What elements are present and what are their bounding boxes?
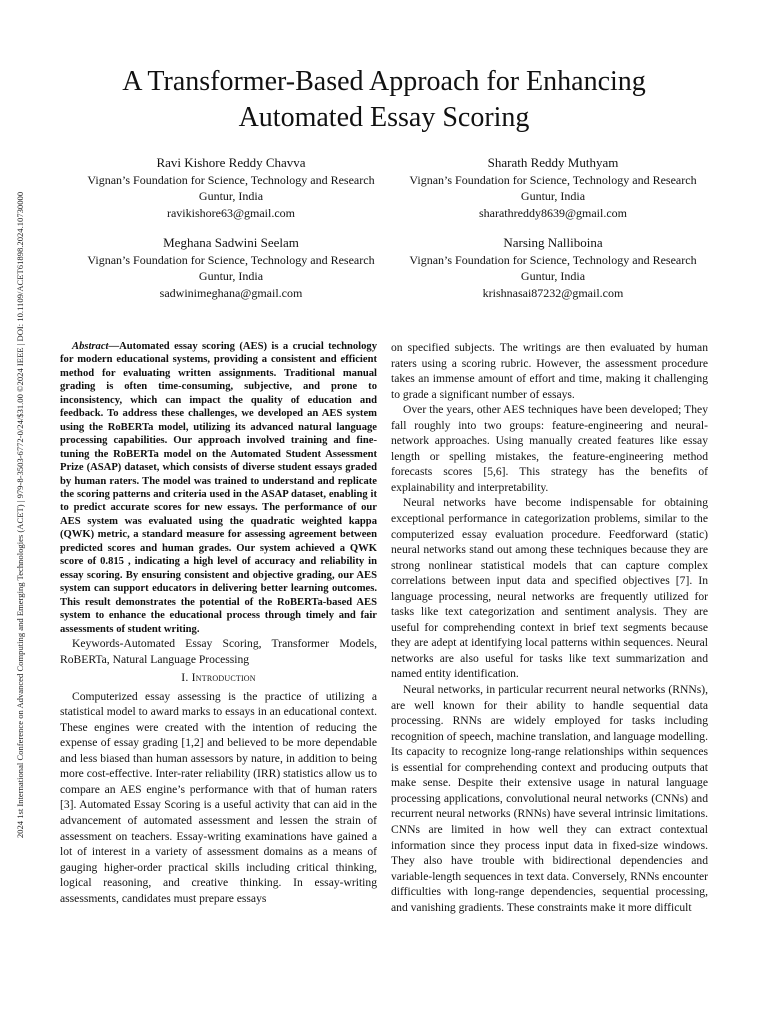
- author-block: [388, 155, 718, 221]
- body-paragraph: Computerized essay assessing is the practice of utilizing a statistical model to award marks to essays in an educational context. These engines were created with the intention of reducing the expense of essay grading [1,2] and believed to be more dependable and less biased than human assessors by nature, in addition to being more cost-effective. Inter-rater reliability (IRR) statistics allow us to compare an AES engine’s performance with that of human raters [3]. Automated Essay Scoring is a useful activity that can aid in the advancement of automated assessment and lessen the strain of assessment on teachers. Essay-writing examinations have gained a lot of interest in a variety of assessment domains as a means of gauging higher-order practical skills including critical thinking, logical reasoning, and creative thinking. In essay-writing assessments, candidates must prepare essays: [60, 689, 377, 905]
- author-affiliation: Vignan’s Foundation for Science, Technology and Research: [87, 172, 375, 187]
- author-location: Guntur, India: [520, 269, 586, 283]
- right-column: [391, 340, 708, 915]
- author-affiliation: Vignan’s Foundation for Science, Technology and Research: [409, 252, 697, 267]
- abstract-label: Abstract: [72, 341, 109, 352]
- paper-title: [40, 64, 728, 136]
- body-paragraph: Neural networks have become indispensable for obtaining exceptional performance in categorization problems, similar to the computerized essay evaluation procedure. Feedforward (static) neural networks stand out among these techniques because they are strong nonlinear statistical models that can capture complex correlations between input data and specified objectives [7]. In language processing, neural networks are frequently utilized for tasks like text categorization and sentiment analysis. They are useful for comprehending context in brief text segments because they are adept at identifying local patterns within sequences. Neural networks are also useful for tasks like text summarization and named entity identification.: [391, 496, 708, 681]
- author-email: ravikishore63@gmail.com: [166, 205, 296, 220]
- body-paragraph: Over the years, other AES techniques have been developed; They fall roughly into two groups: feature-engineering and neural-network approaches. Using manually created features like essay length or spelling mistakes, the feature-engineering method forecasts scores [5,6]. This strategy has the benefits of explainability and interpretability.: [391, 403, 708, 494]
- author-location: Guntur, India: [520, 189, 586, 203]
- keywords: Keywords-Automated Essay Scoring, Transformer Models, RoBERTa, Natural Language Processing: [60, 636, 377, 666]
- body-paragraph: on specified subjects. The writings are then evaluated by human raters using a scoring rubric. However, the assessment procedure takes an immense amount of effort and time, making it challenging to grade a significant number of essays.: [391, 341, 708, 401]
- author-block: [388, 235, 718, 301]
- section-title: Introduction: [191, 670, 256, 685]
- author-name: Narsing Nalliboina: [503, 235, 603, 250]
- body-paragraph: Neural networks, in particular recurrent neural networks (RNNs), are well known for their ability to handle sequential data processing. RNNs are widely employed for tasks including recognition of speech, machine translation, and language modelling. Its capacity to recognize long-range relationships within sequences is essential for comprehending context and producing outputs that make sense. Despite their extensive usage in natural language processing applications, convolutional neural networks (CNNs) and recurrent neural networks (RNNs) have several intrinsic limitations. CNNs are limited in how well they can extract contextual information since they process input data in fixed-size windows. They also have trouble with bidirectional dependencies and variable-length sequences in text data. Conversely, RNNs encounter difficulties with long-range dependencies, sequential processing, and vanishing gradients. These constraints make it more difficult: [391, 683, 708, 914]
- author-name: Ravi Kishore Reddy Chavva: [156, 155, 306, 170]
- doi-sidebar: [0, 0, 40, 1024]
- author-name: Sharath Reddy Muthyam: [487, 155, 619, 170]
- section-heading-introduction: [60, 670, 377, 686]
- title-line-1: A Transformer-Based Approach for Enhancing: [122, 66, 646, 97]
- section-number: I.: [181, 670, 192, 685]
- left-column: [60, 340, 377, 906]
- author-block: [66, 155, 396, 221]
- abstract: [60, 340, 377, 636]
- author-affiliation: Vignan’s Foundation for Science, Technology and Research: [87, 252, 375, 267]
- author-email: sadwinimeghana@gmail.com: [159, 285, 303, 300]
- doi-sidebar-text: 2024 1st International Conference on Advanced Computing and Emerging Technologies (ACET) | 979-8-3503-6772-0/24/$31.00 ©2024 IEEE | DOI: 10.1109/ACET61898.2024.10730000: [15, 191, 25, 839]
- author-location: Guntur, India: [198, 189, 264, 203]
- author-email: sharathreddy8639@gmail.com: [478, 205, 627, 220]
- author-location: Guntur, India: [198, 269, 264, 283]
- title-line-2: Automated Essay Scoring: [238, 102, 530, 133]
- author-name: Meghana Sadwini Seelam: [163, 235, 299, 250]
- author-affiliation: Vignan’s Foundation for Science, Technology and Research: [409, 172, 697, 187]
- abstract-text: —Automated essay scoring (AES) is a crucial technology for modern educational systems, providing a consistent and efficient method for evaluating written assignments. Traditional manual grading is often time-consuming, subjective, and prone to inconsistency, which can impact the quality of education and feedback. To address these challenges, we developed an AES system using the RoBERTa model, utilizing its advanced natural language processing capabilities. Our approach involved training and fine-tuning the RoBERTa model on the Automated Student Assessment Prize (ASAP) dataset, which consists of diverse student essays graded by human raters. The model was trained to understand and replicate the scoring patterns and criteria used in the ASAP dataset, enabling it to predict accurate scores for new essays. The performance of our AES system was evaluated using the quadratic weighted kappa (QWK) metric, a standard measure for assessing agreement between predicted scores and human grades. Our system achieved a QWK score of 0.815 , indicating a high level of accuracy and reliability in essay scoring. By ensuring consistent and objective grading, our AES system can support educators in delivering better learning outcomes. This result demonstrates the potential of the RoBERTa-based AES system to enhance the educational process through timely and fair assessments of student writing.: [60, 341, 377, 635]
- author-block: [66, 235, 396, 301]
- author-email: krishnasai87232@gmail.com: [482, 285, 624, 300]
